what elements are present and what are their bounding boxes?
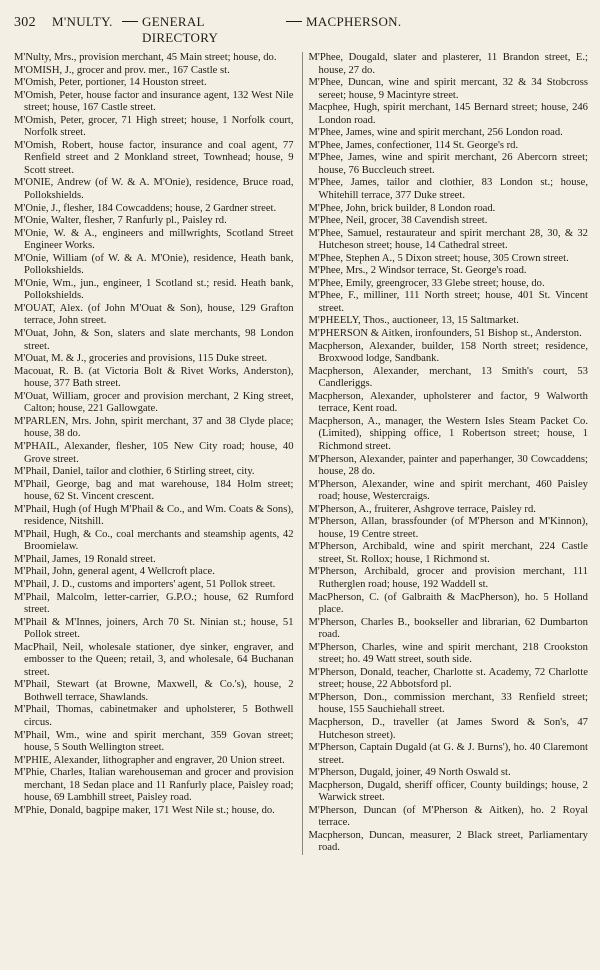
directory-entry: M'Pherson, Charles B., bookseller and librarian, 62 Dumbarton road. [308, 616, 588, 641]
directory-entry: M'Pherson, Charles, wine and spirit merchant, 218 Crookston street; ho. 49 Watt street, south side. [308, 641, 588, 666]
directory-entry: M'Phee, Duncan, wine and spirit mercant, 32 & 34 Stobcross sereet; house, 9 Macintyre street. [308, 77, 588, 101]
directory-entry: M'Pherson, A., fruiterer, Ashgrove terrace, Paisley rd. [308, 503, 536, 515]
directory-entry: M'PHAIL, Alexander, flesher, 105 New City road; house, 40 Grove street. [14, 440, 294, 465]
directory-entry: M'Phail, Thomas, cabinetmaker and upholsterer, 5 Bothwell circus. [14, 704, 294, 728]
directory-entry: Macpherson, Dugald, sheriff officer, County buildings; house, 2 Warwick street. [308, 779, 588, 804]
directory-entry: M'PHIE, Alexander, lithographer and engraver, 20 Union street. [14, 754, 285, 766]
header-title: GENERAL DIRECTORY [142, 14, 219, 45]
directory-entry: M'Nulty, Mrs., provision merchant, 45 Main street; house, do. [14, 52, 277, 63]
directory-entry: MacPhail, Neil, wholesale stationer, dye sinker, engraver, and embosser to the Queen; retail, 3, and wholesale, 64 Buchanan street. [14, 641, 294, 678]
header-rule-right [286, 21, 302, 22]
directory-entry: M'Pherson, Dugald, joiner, 49 North Oswald st. [308, 767, 511, 779]
directory-entry: M'Onie, Walter, flesher, 7 Ranfurly pl., Paisley rd. [14, 215, 227, 227]
header-right-term: MACPHERSON. [306, 14, 402, 29]
directory-entry: M'Omish, Peter, house factor and insurance agent, 132 West Nile street; house, 167 Castle street. [14, 89, 294, 114]
column-divider [302, 52, 303, 855]
directory-entry: Macpherson, Alexander, builder, 158 North street; residence, Broxwood lodge, Sandbank. [308, 340, 588, 365]
directory-columns [14, 52, 588, 855]
right-column [308, 52, 588, 855]
directory-entry: M'Omish, Robert, house factor, insurance and coal agent, 77 Renfield street and 2 Monkland street, Townhead; house, 9 Scott street. [14, 139, 294, 176]
directory-entry: M'Ouat, M. & J., groceries and provisions, 115 Duke street. [14, 353, 268, 365]
directory-entry: M'Phee, Emily, greengrocer, 33 Glebe street; house, do. [308, 277, 545, 289]
directory-entry: M'Pherson, Duncan (of M'Pherson & Aitken), ho. 2 Royal terrace. [308, 804, 588, 829]
directory-entry: M'Onie, W. & A., engineers and millwrights, Scotland Street Engineer Works. [14, 227, 294, 252]
directory-entry: Macpherson, Alexander, merchant, 13 Smith's court, 53 Candleriggs. [308, 365, 588, 390]
directory-entry: M'Phail, Malcolm, letter-carrier, G.P.O.; house, 62 Rumford street. [14, 591, 294, 616]
directory-entry: M'Phee, James, wine and spirit merchant, 26 Abercorn street; house, 76 Buccleuch street. [308, 152, 588, 176]
directory-entry: M'Phail, Hugh, & Co., coal merchants and steamship agents, 42 Broomielaw. [14, 528, 294, 553]
directory-entry: M'Pherson, Captain Dugald (at G. & J. Burns'), ho. 40 Claremont street. [308, 742, 588, 766]
header-rule-left [122, 21, 138, 22]
directory-entry: M'OMISH, J., grocer and prov. mer., 167 Castle st. [14, 64, 230, 76]
directory-entry: M'PHERSON & Aitken, ironfounders, 51 Bishop st., Anderston. [308, 328, 582, 340]
directory-entry: M'Ouat, John, & Son, slaters and slate merchants, 98 London street. [14, 328, 294, 352]
directory-entry: Macpherson, Alexander, upholsterer and factor, 9 Walworth terrace, Kent road. [308, 390, 588, 415]
directory-entry: M'Phee, Stephen A., 5 Dixon street; house, 305 Crown street. [308, 252, 569, 264]
header-left-term: M'NULTY. [52, 14, 113, 29]
directory-entry: M'Phee, James, confectioner, 114 St. George's rd. [308, 139, 519, 151]
directory-entry: M'Pherson, Alexander, painter and paperhanger, 30 Cowcaddens; house, 28 do. [308, 453, 588, 478]
directory-entry: M'Pherson, Archibald, grocer and provision merchant, 111 Rutherglen road; house, 192 Waddell st. [308, 566, 588, 590]
directory-entry: M'PHEELY, Thos., auctioneer, 13, 15 Saltmarket. [308, 315, 519, 327]
directory-entry: M'Phee, Neil, grocer, 38 Cavendish street. [308, 215, 488, 227]
running-header [14, 14, 588, 45]
directory-entry: Macpherson, D., traveller (at James Sword & Son's, 47 Hutcheson street). [308, 716, 588, 741]
directory-entry: M'Omish, Peter, grocer, 71 High street; house, 1 Norfolk court, Norfolk street. [14, 114, 294, 139]
directory-entry: M'Pherson, Alexander, wine and spirit merchant, 460 Paisley road; house, Westercraigs. [308, 478, 588, 503]
directory-entry: M'Phee, James, wine and spirit merchant, 256 London road. [308, 127, 563, 139]
directory-entry: M'Phail, J. D., customs and importers' agent, 51 Pollok street. [14, 578, 276, 590]
directory-entry: M'Phie, Donald, bagpipe maker, 171 West Nile st.; house, do. [14, 804, 275, 816]
directory-entry: M'Pherson, Allan, brassfounder (of M'Pherson and M'Kinnon), house, 19 Centre street. [308, 516, 588, 540]
directory-entry: M'Phail, James, 19 Ronald street. [14, 553, 156, 565]
directory-entry: M'Pherson, Donald, teacher, Charlotte st. Academy, 72 Charlotte street; house, 22 Abbotsford pl. [308, 666, 588, 691]
directory-entry: M'Ouat, William, grocer and provision merchant, 2 King street, Calton; house, 221 Gallowgate. [14, 390, 294, 415]
directory-entry: M'Phail, George, bag and mat warehouse, 184 Holm street; house, 62 St. Vincent crescent. [14, 478, 294, 503]
directory-entry: M'Onie, J., flesher, 184 Cowcaddens; house, 2 Gardner street. [14, 202, 277, 214]
directory-entry: M'Phie, Charles, Italian warehouseman and grocer and provision merchant, 18 Sedan place and 11 Ranfurly place, Paisley road; house, 69 Lambhill street, Paisley road. [14, 767, 294, 804]
directory-entry: MacPherson, C. (of Galbraith & MacPherson), ho. 5 Holland place. [308, 591, 588, 616]
directory-entry: M'Phail, Stewart (at Browne, Maxwell, & Co.'s), house, 2 Bothwell terrace, Shawlands. [14, 679, 294, 703]
page-number: 302 [14, 15, 36, 30]
directory-entry: M'Phail, John, general agent, 4 Wellcroft place. [14, 566, 215, 578]
directory-entry: M'Pherson, Archibald, wine and spirit merchant, 224 Castle street, St. Rollox; house, 1 Richmond st. [308, 541, 588, 565]
directory-entry: M'Phee, James, tailor and clothier, 83 London st.; house, Whitehill terrace, 377 Duke street. [308, 177, 588, 202]
directory-entry: M'Omish, Peter, portioner, 14 Houston street. [14, 77, 207, 89]
directory-entry: M'Phee, John, brick builder, 8 London road. [308, 202, 496, 214]
left-column [14, 52, 294, 855]
directory-entry: M'Phee, Dougald, slater and plasterer, 11 Brandon street, E.; house, 27 do. [308, 52, 588, 76]
directory-entry: M'Phee, Mrs., 2 Windsor terrace, St. George's road. [308, 265, 527, 277]
directory-entry: M'Phail & M'Innes, joiners, Arch 70 St. Ninian st.; house, 51 Pollok street. [14, 616, 294, 641]
directory-entry: Macouat, R. B. (at Victoria Bolt & Rivet Works, Anderston), house, 377 Bath street. [14, 365, 294, 390]
directory-entry: M'Onie, Wm., jun., engineer, 1 Scotland st.; resid. Heath bank, Pollokshields. [14, 277, 294, 302]
directory-entry: M'OUAT, Alex. (of John M'Ouat & Son), house, 129 Grafton terrace, John street. [14, 302, 294, 327]
directory-entry: M'Phee, F., milliner, 111 North street; house, 401 St. Vincent street. [308, 290, 588, 314]
directory-entry: Macphee, Hugh, spirit merchant, 145 Bernard street; house, 246 London road. [308, 102, 588, 126]
directory-entry: M'PARLEN, Mrs. John, spirit merchant, 37 and 38 Clyde place; house, 38 do. [14, 415, 294, 440]
directory-entry: M'Phee, Samuel, restaurateur and spirit merchant 28, 30, & 32 Hutcheson street; house, 14 Cathedral street. [308, 227, 588, 252]
directory-entry: M'Phail, Hugh (of Hugh M'Phail & Co., and Wm. Coats & Sons), residence, Nitshill. [14, 503, 294, 528]
directory-entry: M'Onie, William (of W. & A. M'Onie), residence, Heath bank, Pollokshields. [14, 252, 294, 277]
directory-entry: M'Pherson, Don., commission merchant, 33 Renfield street; house, 155 Sauchiehall street. [308, 691, 588, 716]
directory-entry: Macpherson, Duncan, measurer, 2 Black street, Parliamentary road. [308, 829, 588, 854]
directory-entry: M'ONIE, Andrew (of W. & A. M'Onie), residence, Bruce road, Pollokshields. [14, 177, 294, 202]
directory-entry: M'Phail, Wm., wine and spirit merchant, 359 Govan street; house, 5 South Wellington street. [14, 729, 294, 754]
directory-entry: M'Phail, Daniel, tailor and clothier, 6 Stirling street, city. [14, 466, 255, 478]
directory-entry: Macpherson, A., manager, the Western Isles Steam Packet Co. (Limited), shipping office, 1 Robertson street; house, 1 Richmond street. [308, 415, 588, 452]
